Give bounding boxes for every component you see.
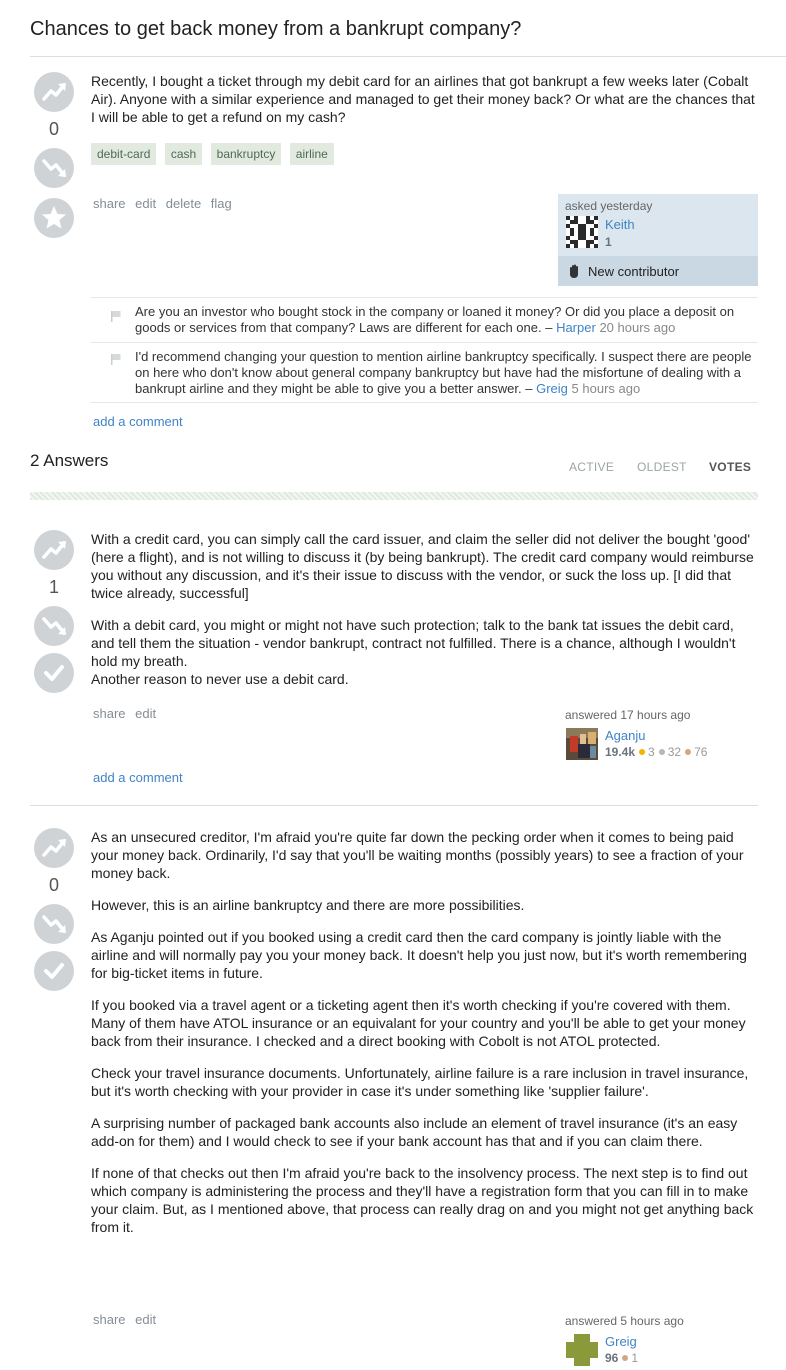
answer-vote-count: 1 [48,577,59,597]
upvote-icon[interactable] [34,530,74,570]
answer-post-menu [93,706,162,721]
avatar[interactable] [566,216,598,248]
answer-signature [565,708,758,764]
tab-oldest[interactable]: OLDEST [637,460,687,474]
answer-divider [30,805,758,806]
answer-votecell [33,828,75,991]
user-reputation: 96 [605,1351,619,1365]
question-votecell [33,72,75,238]
comment-text: Are you an investor who bought stock in the company or loaned it money? Or did you place a deposit on goods or services from that company? Laws are different for each one. – [135,304,735,335]
answer-paragraph: However, this is an airline bankruptcy and there are more possibilities. [91,897,525,913]
new-contributor-label: New contributor [588,264,680,279]
answer-body [91,828,759,1250]
comment-time: 5 hours ago [571,381,641,396]
avatar[interactable] [566,1334,598,1366]
tab-active[interactable]: ACTIVE [569,460,615,474]
tag-debit-card[interactable]: debit-card [91,143,156,165]
gold-badge-count: 3 [648,745,655,759]
tag-cash[interactable]: cash [165,143,202,165]
comment [91,342,758,403]
star-icon[interactable] [34,198,74,238]
question-title[interactable]: Chances to get back money from a bankrupt company? [30,18,522,40]
answered-time: answered 5 hours ago [565,1314,684,1328]
delete-link[interactable]: delete [165,196,202,211]
user-reputation: 1 [605,235,612,249]
bronze-badge-icon [622,1355,628,1361]
downvote-icon[interactable] [34,148,74,188]
bronze-badge-count: 1 [631,1351,639,1365]
flag-link[interactable]: flag [210,196,232,211]
answers-count: 2 Answers [30,451,109,470]
comment-user-link[interactable]: Harper [556,320,596,335]
wave-hand-icon [567,264,583,282]
upvote-icon[interactable] [34,828,74,868]
flag-icon[interactable] [111,353,121,364]
answer-paragraph: With a debit card, you might or might not have such protection; talk to the bank tat issues the debit card, and tell them the situation - vendor bankrupt, contract not fulfilled. There is a chance, although I wouldn't hold my breath. [91,617,736,669]
checkmark-icon[interactable] [34,653,74,693]
share-link[interactable]: share [93,1312,126,1327]
title-divider [30,56,786,57]
avatar[interactable] [566,728,598,760]
gold-badge-icon [639,749,645,755]
comment-time: 20 hours ago [599,320,676,335]
answer-paragraph: Check your travel insurance documents. Unfortunately, airline failure is a rare inclusion in travel insurance, but it's worth checking with your provider in case it's under something like 'supplier failure'. [91,1065,749,1099]
bronze-badge-count: 76 [694,745,708,759]
user-flair [605,1351,638,1365]
tag-airline[interactable]: airline [290,143,334,165]
add-comment-link[interactable]: add a comment [93,770,183,785]
tag-bankruptcy[interactable]: bankruptcy [211,143,282,165]
question-body: Recently, I bought a ticket through my debit card for an airlines that got bankrupt a few weeks later (Cobalt Air). Anyone with a similar experience and managed to get their money back? Or what are the chances that I will be able to get a refund on my cash? [91,73,755,125]
answer-post-menu [93,1312,162,1327]
answer-body [91,530,759,702]
upvote-icon[interactable] [34,72,74,112]
share-link[interactable]: share [93,706,126,721]
downvote-icon[interactable] [34,606,74,646]
answer-paragraph: If none of that checks out then I'm afraid you're back to the insolvency process. The next step is to find out which company is administering the process and they'll have a registration form that you can fill in to make your claim. But, as I mentioned above, that process can really drag on and you might not get anything back from it. [91,1165,754,1235]
comment-body [135,349,757,397]
share-link[interactable]: share [93,196,126,211]
comment-text: I'd recommend changing your question to mention airline bankruptcy specifically. I suspect there are people on here who don't know about general company bankruptcy but have had the misfortune of dealing with a bankrupt airline and they might be able to give you a better answer. – [135,349,752,396]
answer-paragraph: As Aganju pointed out if you booked using a credit card then the card company is jointly liable with the airline and will normally pay you your money back. It doesn't help you just now, but it's worth remembering for big-ticket items in future. [91,929,747,981]
answered-time: answered 17 hours ago [565,708,691,722]
answer-paragraph: With a credit card, you can simply call the card issuer, and claim the seller did not deliver the bought 'good' (here a flight), and is not willing to discuss it (by being bankrupt). The credit card company would reimburse you without any discussion, and it's their issue to discuss with the vendor, or suck the loss up. [I did that twice already, successful] [91,531,754,601]
answers-header-divider [30,492,758,500]
answer-paragraph: If you booked via a travel agent or a ticketing agent then it's worth checking if you're covered with them. Many of them have ATOL insurance or an equivalant for your country and you'll be able to get your money back from their insurance. I checked and a direct booking with Cobolt is not ATOL protected. [91,997,746,1049]
answer-paragraph: As an unsecured creditor, I'm afraid you're quite far down the pecking order when it comes to being paid your money back. Ordinarily, I'd say that you'll be waiting months (possibly years) to see a fraction of your money back. [91,829,744,881]
user-reputation: 19.4k [605,745,636,759]
comment-body [135,304,757,336]
question-tags [91,143,338,165]
checkmark-icon[interactable] [34,951,74,991]
answer-signature [565,1314,758,1370]
edit-link[interactable]: edit [135,1312,157,1327]
answer-paragraph: Another reason to never use a debit card. [91,671,349,687]
answer-votecell [33,530,75,693]
question-vote-count: 0 [48,119,59,139]
user-name-link[interactable]: Keith [605,217,635,232]
user-name-link[interactable]: Greig [605,1334,637,1349]
tab-votes[interactable]: VOTES [709,460,752,474]
edit-link[interactable]: edit [135,706,157,721]
bronze-badge-icon [685,749,691,755]
flag-icon[interactable] [111,310,121,321]
silver-badge-icon [659,749,665,755]
comment [91,297,758,344]
comment-user-link[interactable]: Greig [536,381,568,396]
question-signature [558,194,758,286]
answer-vote-count: 0 [48,875,59,895]
add-comment-link[interactable]: add a comment [93,414,183,429]
edit-link[interactable]: edit [135,196,157,211]
comments-divider [91,402,758,403]
asked-time: asked yesterday [565,199,653,213]
user-flair [605,745,707,759]
silver-badge-count: 32 [667,745,682,759]
new-contributor-bar[interactable] [558,256,758,286]
user-name-link[interactable]: Aganju [605,728,646,743]
downvote-icon[interactable] [34,904,74,944]
question-post-menu [93,196,238,211]
answer-paragraph: A surprising number of packaged bank accounts also include an element of travel insurance (it's an easy add-on for them) and I would check to see if your bank account has that and if you can claim there. [91,1115,738,1149]
